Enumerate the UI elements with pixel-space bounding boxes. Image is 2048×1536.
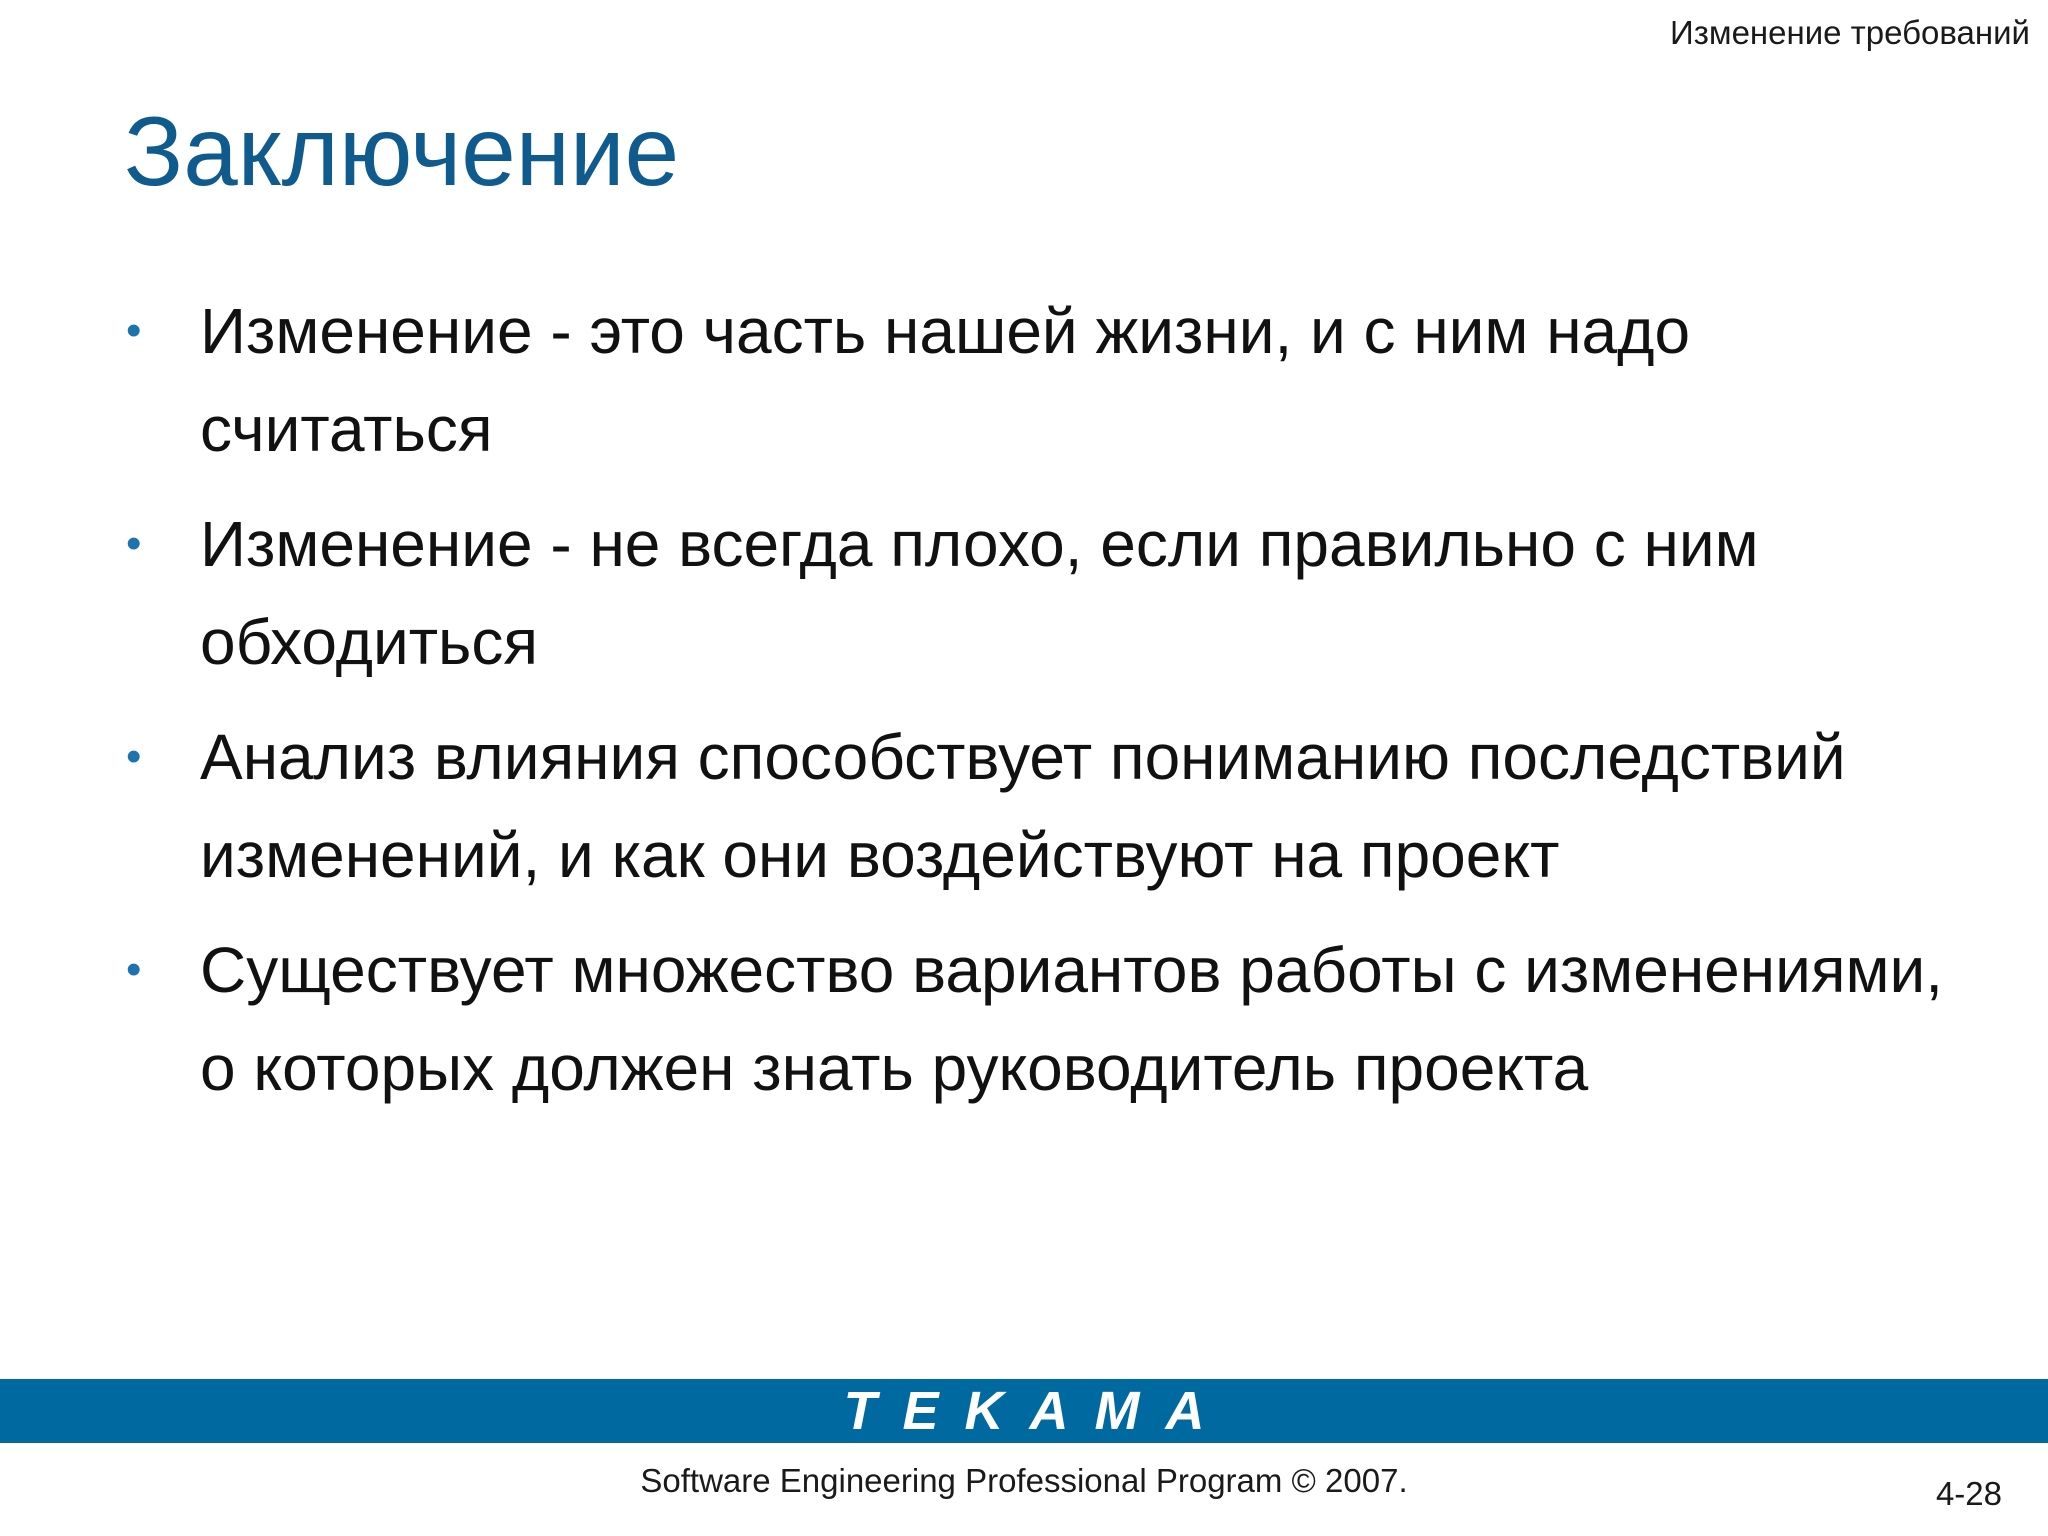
bullet-text: Изменение - это часть нашей жизни, и с ним надо считаться [200,295,1691,465]
bullet-marker-icon: • [126,945,142,994]
brand-logo: TEKAMA [843,1381,1231,1441]
brand-band [0,1379,2048,1443]
copyright-footer: Software Engineering Professional Program © 2007. [640,1462,1408,1499]
bullet-marker-icon: • [126,306,142,355]
bullet-marker-icon: • [126,519,142,568]
bullet-text: Анализ влияния способствует пониманию последствий изменений, и как они воздействуют на проект [200,721,1846,891]
bullet-item [0,921,2048,1117]
slide-title: Заключение [124,96,680,206]
bullet-marker-icon: • [126,732,142,781]
bullet-list [0,282,2048,1134]
bullet-item [0,282,2048,478]
page-number: 4-28 [1935,1475,2002,1512]
bullet-item [0,708,2048,904]
bullet-text: Существует множество вариантов работы с изменениями, о которых должен знать руководитель проекта [200,934,1944,1104]
bullet-text: Изменение - не всегда плохо, если правильно с ним обходиться [200,508,1759,678]
section-header: Изменение требований [1670,14,2030,51]
bullet-item [0,495,2048,691]
